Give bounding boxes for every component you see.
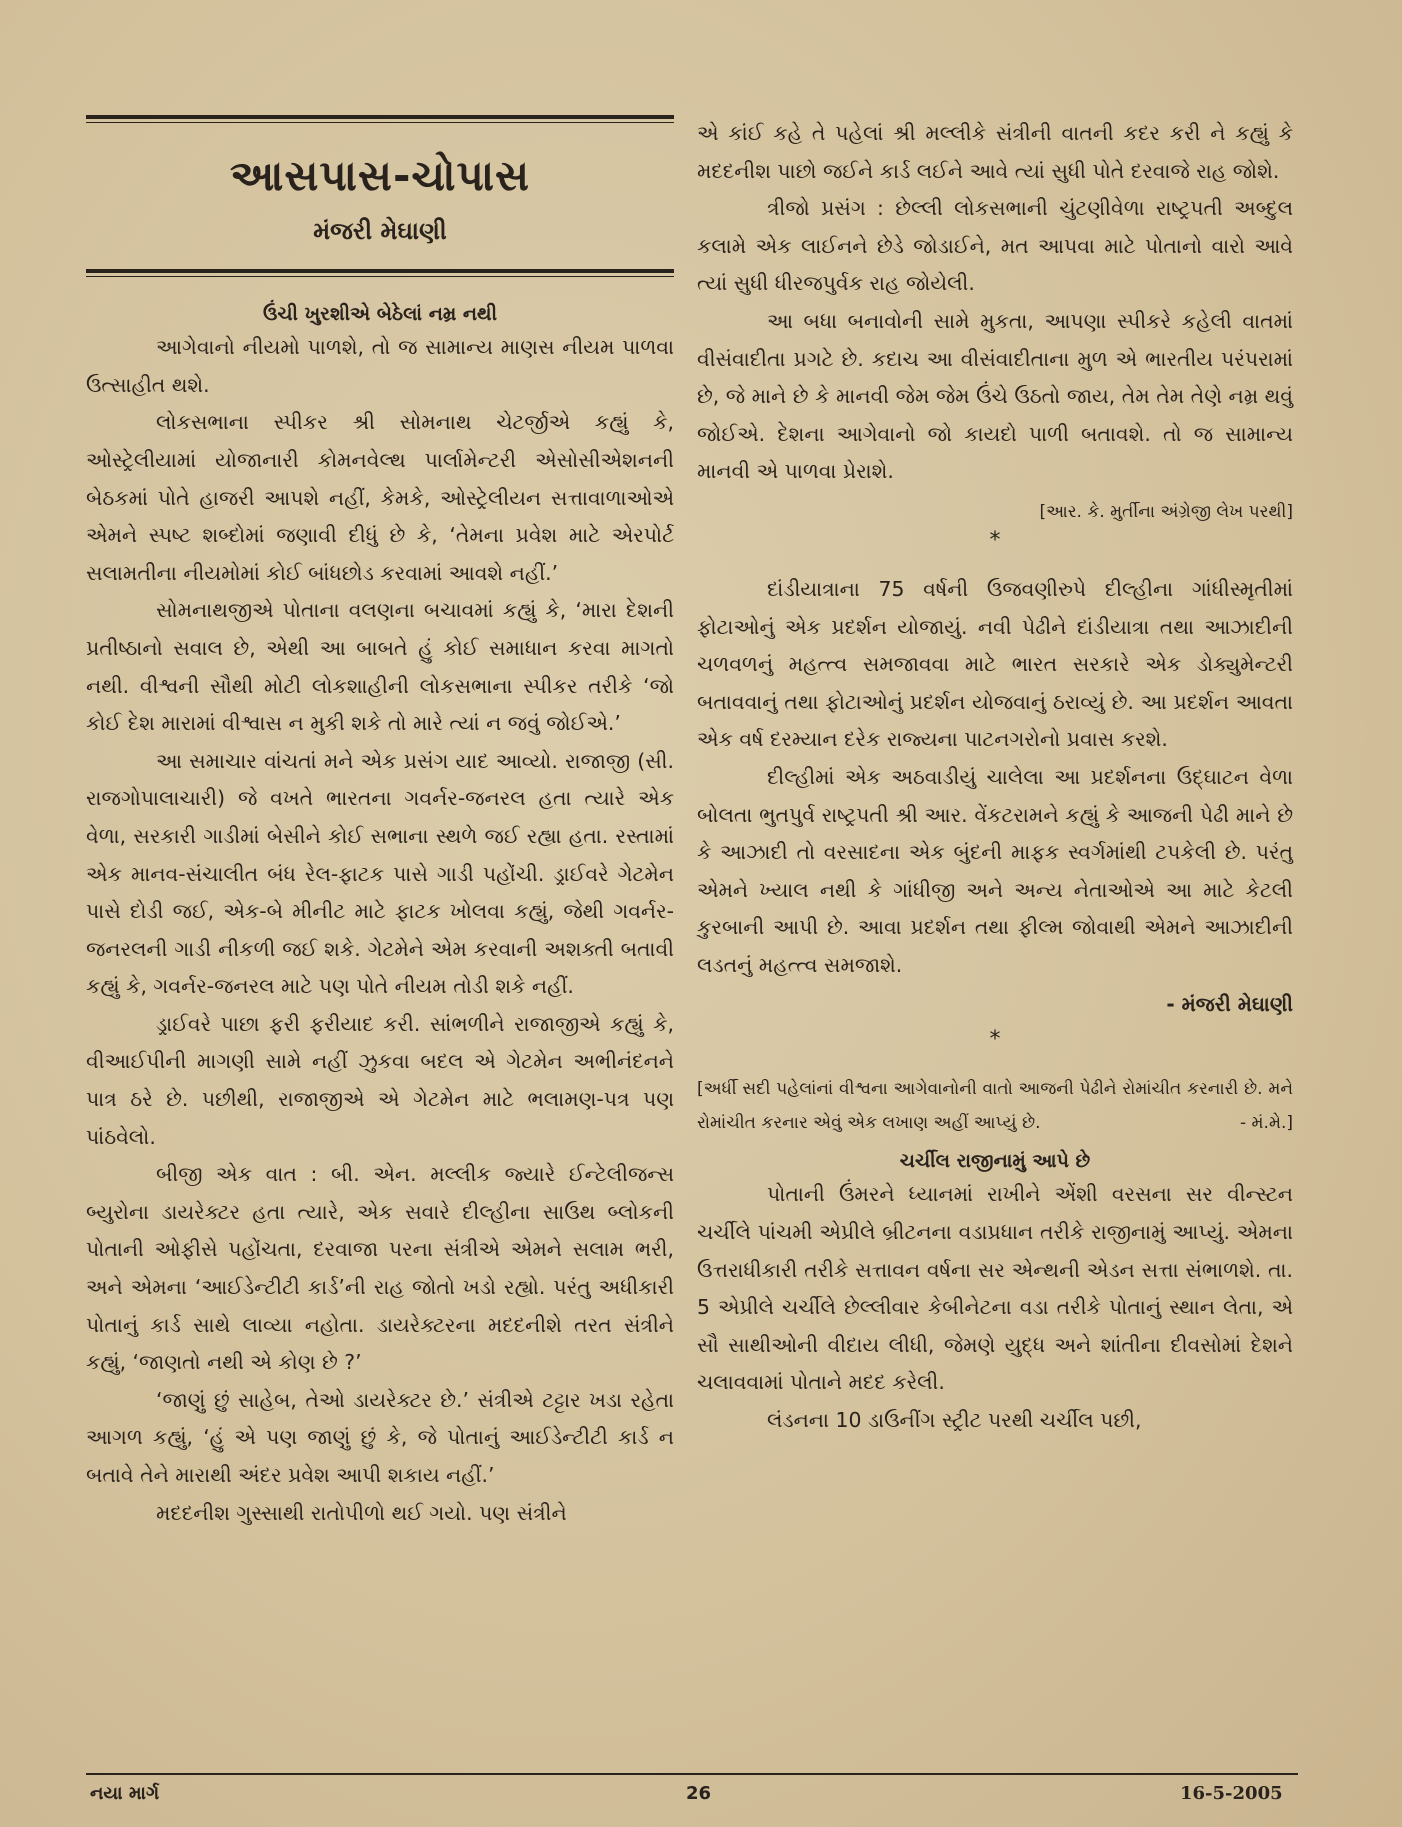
paragraph: લોકસભાના સ્પીકર શ્રી સોમનાથ ચેટર્જીએ કહ્યું કે, ઓસ્ટ્રેલીયામાં યોજાનારી કોમનવેલ્થ પાર્લામેન્ટરી એસોસીએશનની બેઠકમાં પોતે હાજરી આપશે નહીં, કેમકે, ઓસ્ટ્રેલીયન સત્તાવાળાઓએ એમને સ્પષ્ટ શબ્દોમાં જણાવી દીધું છે કે, ‘તેમના પ્રવેશ માટે એરપોર્ટ સલામતીના નીયમોમાં કોઈ બાંધછોડ કરવામાં આવશે નહીં.’ (86, 410, 674, 585)
column-title: આસપાસ-ચોપાસ (229, 151, 531, 200)
section-separator: * (989, 1027, 1001, 1053)
paragraph: લંડનના 10 ડાઉનીંગ સ્ટ્રીટ પરથી ચર્ચીલ પછી, (767, 1408, 1142, 1433)
right-column (697, 115, 1293, 1440)
top-rule (86, 115, 674, 123)
paragraph: ‘જાણું છું સાહેબ, તેઓ ડાયરેક્ટર છે.’ સંત્રીએ ટટ્ટાર ખડા રહેતા આગળ કહ્યું, ‘હું એ પણ જાણું છું કે, જે પોતાનું આઈડેન્ટીટી કાર્ડ ન બતાવે તેને મારાથી અંદર પ્રવેશ આપી શકાય નહીં.’ (86, 1387, 674, 1487)
paragraph: સોમનાથજીએ પોતાના વલણના બચાવમાં કહ્યું કે, ‘મારા દેશની પ્રતીષ્ઠાનો સવાલ છે, એથી આ બાબતે હું કોઈ સમાધાન કરવા માગતો નથી. વીશ્વની સૌથી મોટી લોકશાહીની લોકસભાના સ્પીકર તરીકે ‘જો કોઈ દેશ મારામાં વીશ્વાસ ન મુકી શકે તો મારે ત્યાં ન જવું જોઈએ.’ (86, 598, 674, 736)
paragraph: મદદનીશ ગુસ્સાથી રાતોપીળો થઈ ગયો. પણ સંત્રીને (156, 1500, 567, 1525)
issue-date: 16-5-2005 (1180, 1783, 1283, 1804)
paragraph: પોતાની ઉંમરને ધ્યાનમાં રાખીને એંશી વરસના સર વીન્સ્ટન ચર્ચીલે પાંચમી એપ્રીલે બ્રીટનના વડાપ્રધાન તરીકે રાજીનામું આપ્યું. એમના ઉત્તરાધીકારી તરીકે સત્તાવન વર્ષના સર એન્થની એડન સત્તા સંભાળશે. તા. 5 એપ્રીલે ચર્ચીલે છેલ્લીવાર કેબીનેટના વડા તરીકે પોતાનું સ્થાન લેતા, એ સૌ સાથીઓની વીદાય લીધી, જેમણે યુદ્ધ અને શાંતીના દીવસોમાં દેશને ચલાવવામાં પોતાને મદદ કરેલી. (697, 1182, 1293, 1395)
article-subtitle: ઉંચી ખુરશીએ બેઠેલાં નમ્ર નથી (262, 303, 498, 326)
editor-note-sign: - મં.મે.] (1240, 1113, 1293, 1134)
page-number: 26 (686, 1783, 712, 1804)
source-credit: [આર. કે. મુર્તીના અંગ્રેજી લેખ પરથી] (1039, 501, 1293, 522)
paragraph: એ કાંઈ કહે તે પહેલાં શ્રી મલ્લીકે સંત્રીની વાતની કદર કરી ને કહ્યું કે મદદનીશ પાછો જઈને કાર્ડ લઈને આવે ત્યાં સુધી પોતે દરવાજે રાહ જોશે. (697, 121, 1293, 183)
paragraph: આ બધા બનાવોની સામે મુકતા, આપણા સ્પીકરે કહેલી વાતમાં વીસંવાદીતા પ્રગટે છે. કદાચ આ વીસંવાદીતાના મુળ એ ભારતીય પરંપરામાં છે, જે માને છે કે માનવી જેમ જેમ ઉંચે ઉઠતો જાય, તેમ તેમ તેણે નમ્ર થવું જોઈએ. દેશના આગેવાનો જો કાયદો પાળી બતાવશે. તો જ સામાન્ય માનવી એ પાળવા પ્રેરાશે. (697, 308, 1293, 484)
paragraph: ડ્રાઈવરે પાછા ફરી ફરીયાદ કરી. સાંભળીને રાજાજીએ કહ્યું કે, વીઆઈપીની માગણી સામે નહીં ઝુકવા બદલ એ ગેટમેન અભીનંદનને પાત્ર ઠરે છે. પછીથી, રાજાજીએ એ ગેટમેન માટે ભલામણ-પત્ર પણ પાંઠવેલો. (86, 1011, 674, 1149)
column-author: મંજરી મેઘાણી (313, 217, 447, 246)
editor-note (697, 1072, 1293, 1140)
paragraph: ત્રીજો પ્રસંગ : છેલ્લી લોકસભાની ચુંટણીવેળા રાષ્ટ્રપતી અબ્દુલ કલામે એક લાઈનને છેડે જોડાઈને, મત આપવા માટે પોતાનો વારો આવે ત્યાં સુધી ધીરજપુર્વક રાહ જોયેલી. (697, 196, 1293, 296)
header-bottom-rule (86, 269, 674, 277)
paragraph: આગેવાનો નીયમો પાળશે, તો જ સામાન્ય માણસ નીયમ પાળવા ઉત્સાહીત થશે. (86, 335, 674, 397)
article-subtitle: ચર્ચીલ રાજીનામું આપે છે (899, 1150, 1091, 1173)
paragraph: બીજી એક વાત : બી. એન. મલ્લીક જ્યારે ઈન્ટેલીજન્સ બ્યુરોના ડાયરેક્ટર હતા ત્યારે, એક સવારે દીલ્હીના સાઉથ બ્લોકની પોતાની ઓફીસે પહોંચતા, દરવાજા પરના સંત્રીએ એમને સલામ ભરી, અને એમના ‘આઈડેન્ટીટી કાર્ડ’ની રાહ જોતો ખડો રહ્યો. પરંતુ અધીકારી પોતાનું કાર્ડ સાથે લાવ્યા નહોતા. ડાયરેક્ટરના મદદનીશે તરત સંત્રીને કહ્યું, ‘જાણતો નથી એ કોણ છે ?’ (86, 1162, 674, 1375)
paragraph: દાંડીયાત્રાના 75 વર્ષની ઉજવણીરુપે દીલ્હીના ગાંધીસ્મૃતીમાં ફોટાઓનું એક પ્રદર્શન યોજાયું. નવી પેઢીને દાંડીયાત્રા તથા આઝાદીની ચળવળનું મહત્ત્વ સમજાવવા માટે ભારત સરકારે એક ડોક્યુમેન્ટરી બતાવવાનું તથા ફોટાઓનું પ્રદર્શન યોજવાનું ઠરાવ્યું છે. આ પ્રદર્શન આવતા એક વર્ષ દરમ્યાન દરેક રાજ્યના પાટનગરોનો પ્રવાસ કરશે. (697, 576, 1293, 752)
paragraph: આ સમાચાર વાંચતાં મને એક પ્રસંગ યાદ આવ્યો. રાજાજી (સી. રાજગોપાલાચારી) જે વખતે ભારતના ગવર્નર-જનરલ હતા ત્યારે એક વેળા, સરકારી ગાડીમાં બેસીને કોઈ સભાના સ્થળે જઈ રહ્યા હતા. રસ્તામાં એક માનવ-સંચાલીત બંધ રેલ-ફાટક પાસે ગાડી પહોંચી. ડ્રાઈવરે ગેટમેન પાસે દોડી જઈ, એક-બે મીનીટ માટે ફાટક ખોલવા કહ્યું, જેથી ગવર્નર-જનરલની ગાડી નીકળી જઈ શકે. ગેટમેને એમ કરવાની અશક્તી બતાવી કહ્યું કે, ગવર્નર-જનરલ માટે પણ પોતે નીયમ તોડી શકે નહીં. (86, 748, 674, 999)
magazine-name: નયા માર્ગ (90, 1783, 160, 1804)
editor-note-text: [અર્ધી સદી પહેલાંનાં વીશ્વના આગેવાનોની વાતો આજની પેઢીને રોમાંચીત કરનારી છે. મને રોમાંચીત કરનાર એવું એક લખાણ અહીં આપ્યું છે. (697, 1079, 1293, 1134)
section-separator: * (989, 527, 1001, 553)
footer-rule (86, 1773, 1298, 1775)
author-signature: - મંજરી મેઘાણી (1166, 992, 1293, 1017)
left-column (86, 115, 674, 1532)
paragraph: દીલ્હીમાં એક અઠવાડીયું ચાલેલા આ પ્રદર્શનના ઉદ્ઘાટન વેળા બોલતા ભુતપુર્વ રાષ્ટ્રપતી શ્રી આર. વેંકટરામને કહ્યું કે આજની પેઢી માને છે કે આઝાદી તો વરસાદના એક બુંદની માફક સ્વર્ગમાંથી ટપકેલી છે. પરંતુ એમને ખ્યાલ નથી કે ગાંધીજી અને અન્ય નેતાઓએ આ માટે કેટલી કુરબાની આપી છે. આવા પ્રદર્શન તથા ફીલ્મ જોવાથી એમને આઝાદીની લડતનું મહત્ત્વ સમજાશે. (697, 764, 1293, 977)
